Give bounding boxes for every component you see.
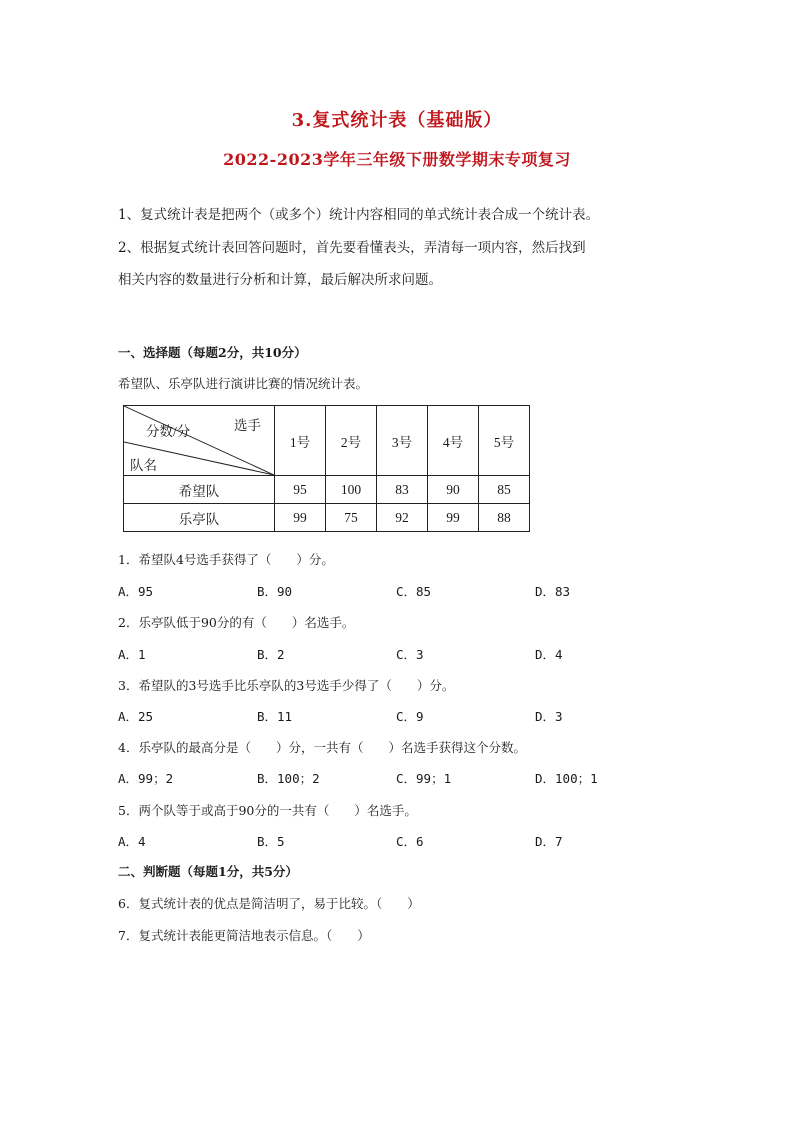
option-b[interactable]: B．100；2 <box>257 771 320 786</box>
intro-line-3: 相关内容的数量进行分析和计算，最后解决所求问题。 <box>118 272 442 288</box>
score-cell: 99 <box>428 504 479 532</box>
column-header: 2号 <box>326 406 377 476</box>
option-a[interactable]: A．1 <box>118 647 146 662</box>
score-cell: 92 <box>377 504 428 532</box>
question-1-options <box>118 582 678 600</box>
column-header: 4号 <box>428 406 479 476</box>
option-a[interactable]: A．95 <box>118 584 154 599</box>
intro-line-2: 2、根据复式统计表回答问题时，首先要看懂表头，弄清每一项内容，然后找到 <box>118 240 586 256</box>
option-c[interactable]: C．6 <box>396 834 424 849</box>
score-cell: 75 <box>326 504 377 532</box>
header-score-label: 分数/分 <box>146 424 191 439</box>
score-cell: 95 <box>275 476 326 504</box>
score-cell: 83 <box>377 476 428 504</box>
question-6: 6．复式统计表的优点是简洁明了，易于比较。（ ） <box>118 896 420 911</box>
document-subtitle: 2022-2023学年三年级下册数学期末专项复习 <box>223 150 571 169</box>
option-d[interactable]: D．83 <box>535 584 571 599</box>
score-cell: 90 <box>428 476 479 504</box>
team-name-cell: 希望队 <box>124 476 275 504</box>
option-b[interactable]: B．11 <box>257 709 293 724</box>
option-b[interactable]: B．90 <box>257 584 293 599</box>
question-7: 7．复式统计表能更简洁地表示信息。（ ） <box>118 928 370 943</box>
option-c[interactable]: C．99；1 <box>396 771 452 786</box>
question-4-options <box>118 769 678 787</box>
option-d[interactable]: D．3 <box>535 709 563 724</box>
column-header: 3号 <box>377 406 428 476</box>
diagonal-header-cell <box>124 406 275 476</box>
score-table <box>123 405 530 532</box>
question-5: 5．两个队等于或高于90分的一共有（ ）名选手。 <box>118 803 417 818</box>
option-c[interactable]: C．85 <box>396 584 432 599</box>
score-cell: 85 <box>479 476 530 504</box>
column-header: 5号 <box>479 406 530 476</box>
score-cell: 88 <box>479 504 530 532</box>
option-d[interactable]: D．100；1 <box>535 771 598 786</box>
header-player-label: 选手 <box>234 418 261 433</box>
question-2: 2．乐亭队低于90分的有（ ）名选手。 <box>118 615 355 630</box>
option-c[interactable]: C．9 <box>396 709 424 724</box>
option-d[interactable]: D．4 <box>535 647 563 662</box>
option-a[interactable]: A．4 <box>118 834 146 849</box>
question-2-options <box>118 645 678 663</box>
table-header-row <box>124 406 530 476</box>
team-name-cell: 乐亭队 <box>124 504 275 532</box>
option-d[interactable]: D．7 <box>535 834 563 849</box>
column-header: 1号 <box>275 406 326 476</box>
table-row <box>124 504 530 532</box>
table-caption: 希望队、乐亭队进行演讲比赛的情况统计表。 <box>118 376 369 391</box>
section-heading-choice: 一、选择题（每题2分，共10分） <box>118 345 307 360</box>
question-3: 3．希望队的3号选手比乐亭队的3号选手少得了（ ）分。 <box>118 678 455 693</box>
score-cell: 99 <box>275 504 326 532</box>
score-cell: 100 <box>326 476 377 504</box>
option-c[interactable]: C．3 <box>396 647 424 662</box>
header-team-label: 队名 <box>130 458 157 473</box>
section-heading-judgement: 二、判断题（每题1分，共5分） <box>118 864 298 879</box>
question-1: 1．希望队4号选手获得了（ ）分。 <box>118 552 334 567</box>
option-b[interactable]: B．2 <box>257 647 285 662</box>
intro-line-1: 1、复式统计表是把两个（或多个）统计内容相同的单式统计表合成一个统计表。 <box>118 207 600 223</box>
question-5-options <box>118 832 678 850</box>
option-b[interactable]: B．5 <box>257 834 285 849</box>
table-row <box>124 476 530 504</box>
document-title: 3.复式统计表（基础版） <box>291 110 503 131</box>
question-3-options <box>118 707 678 725</box>
option-a[interactable]: A．99；2 <box>118 771 174 786</box>
option-a[interactable]: A．25 <box>118 709 154 724</box>
question-4: 4．乐亭队的最高分是（ ）分，一共有（ ）名选手获得这个分数。 <box>118 740 526 755</box>
